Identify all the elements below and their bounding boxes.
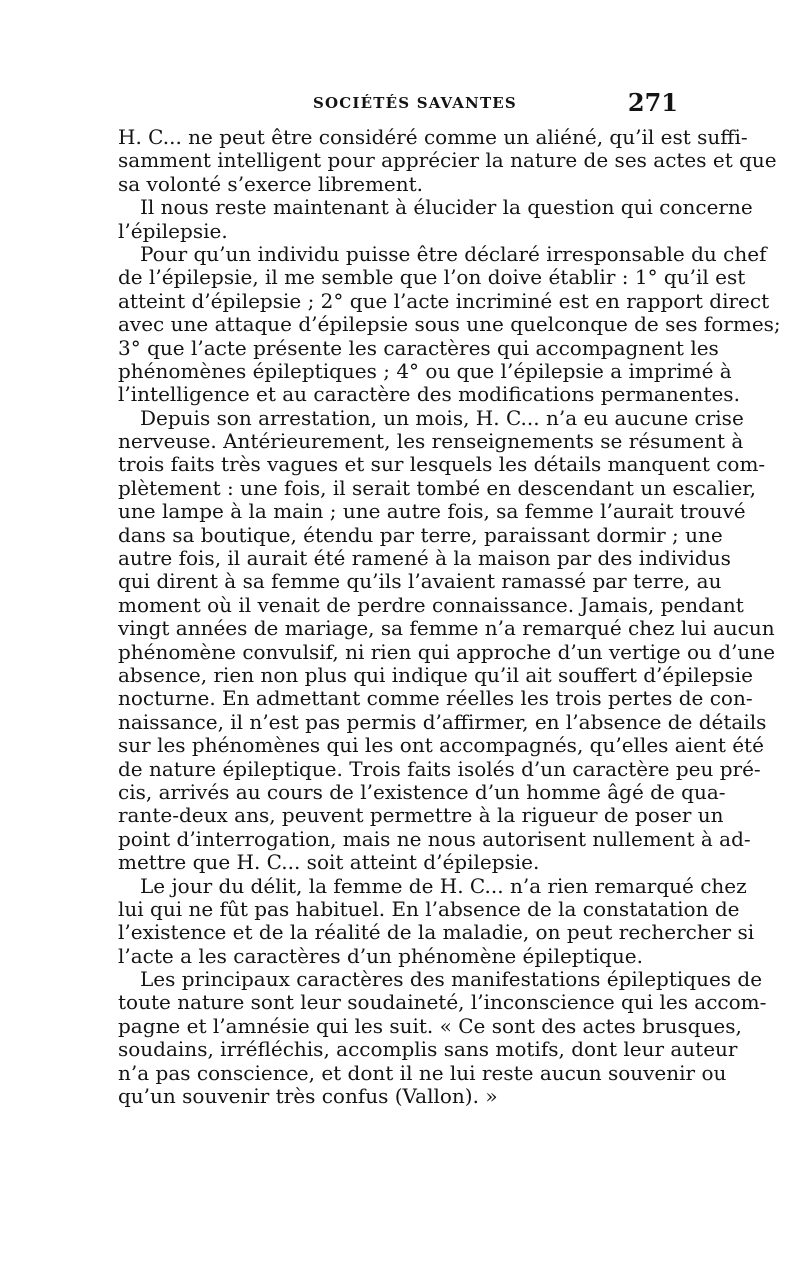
text-line: Il nous reste maintenant à élucider la question qui concerne (140, 195, 753, 220)
text-line: 3° que l’acte présente les caractères qui accompagnent les (118, 335, 719, 360)
text-line: n’a pas conscience, et dont il ne lui reste aucun souvenir ou (118, 1060, 727, 1085)
text-line: phénomènes épileptiques ; 4° ou que l’épilepsie a imprimé à (118, 358, 732, 383)
text-line: toute nature sont leur soudaineté, l’inconscience qui les accom- (118, 990, 767, 1015)
text-line: avec une attaque d’épilepsie sous une quelconque de ses formes; (118, 312, 781, 337)
text-line: Les principaux caractères des manifestations épileptiques de (140, 967, 763, 992)
text-line: samment intelligent pour apprécier la nature de ses actes et que (118, 148, 777, 173)
running-title: SOCIÉTÉS SAVANTES (313, 94, 517, 112)
text-line: nerveuse. Antérieurement, les renseignements se résument à (118, 429, 744, 454)
text-line: atteint d’épilepsie ; 2° que l’acte incriminé est en rapport direct (118, 288, 770, 313)
text-line: H. C... ne peut être considéré comme un aliéné, qu’il est suffi- (118, 125, 748, 149)
text-line: sur les phénomènes qui les ont accompagnés, qu’elles aient été (118, 733, 764, 758)
text-line: l’acte a les caractères d’un phénomène épileptique. (118, 943, 643, 968)
text-line: autre fois, il aurait été ramené à la maison par des individus (118, 546, 731, 571)
text-line: vingt années de mariage, sa femme n’a remarqué chez lui aucun (118, 616, 775, 641)
text-line: Pour qu’un individu puisse être déclaré irresponsable du chef (140, 241, 767, 266)
text-line: nocturne. En admettant comme réelles les trois pertes de con- (118, 686, 753, 711)
running-head (118, 88, 678, 118)
text-line: rante-deux ans, peuvent permettre à la rigueur de poser un (118, 803, 724, 828)
text-line: qui dirent à sa femme qu’ils l’avaient ramassé par terre, au (118, 569, 722, 594)
text-line: trois faits très vagues et sur lesquels les détails manquent com- (118, 452, 766, 477)
text-line: mettre que H. C... soit atteint d’épilepsie. (118, 850, 540, 875)
body-text (118, 125, 781, 1109)
text-line: absence, rien non plus qui indique qu’il ait souffert d’épilepsie (118, 662, 753, 687)
text-line: une lampe à la main ; une autre fois, sa femme l’aurait trouvé (118, 499, 746, 524)
text-line: naissance, il n’est pas permis d’affirmer, en l’absence de détails (118, 709, 767, 734)
text-line: soudains, irréfléchis, accomplis sans motifs, dont leur auteur (118, 1037, 738, 1062)
page-number: 271 (627, 88, 678, 117)
text-line: plètement : une fois, il serait tombé en descendant un escalier, (118, 475, 757, 500)
text-line: moment où il venait de perdre connaissance. Jamais, pendant (118, 592, 744, 617)
text-line: dans sa boutique, étendu par terre, paraissant dormir ; une (118, 522, 723, 547)
text-line: pagne et l’amnésie qui les suit. « Ce sont des actes brusques, (118, 1013, 742, 1038)
text-line: l’épilepsie. (118, 218, 228, 243)
text-line: de l’épilepsie, il me semble que l’on doive établir : 1° qu’il est (118, 265, 746, 290)
text-line: Depuis son arrestation, un mois, H. C... n’a eu aucune crise (140, 405, 744, 430)
text-line: l’existence et de la réalité de la maladie, on peut rechercher si (118, 920, 755, 945)
text-line: phénomène convulsif, ni rien qui approche d’un vertige ou d’une (118, 639, 776, 664)
text-line: sa volonté s’exerce librement. (118, 171, 424, 196)
text-line: lui qui ne fût pas habituel. En l’absence de la constatation de (118, 896, 740, 921)
text-line: cis, arrivés au cours de l’existence d’un homme âgé de qua- (118, 779, 726, 804)
text-line: point d’interrogation, mais ne nous autorisent nullement à ad- (118, 826, 751, 851)
text-line: l’intelligence et au caractère des modifications permanentes. (118, 382, 740, 407)
text-line: de nature épileptique. Trois faits isolés d’un caractère peu pré- (118, 756, 761, 781)
text-line: qu’un souvenir très confus (Vallon). » (118, 1084, 498, 1109)
text-line: Le jour du délit, la femme de H. C... n’a rien remarqué chez (140, 873, 747, 898)
